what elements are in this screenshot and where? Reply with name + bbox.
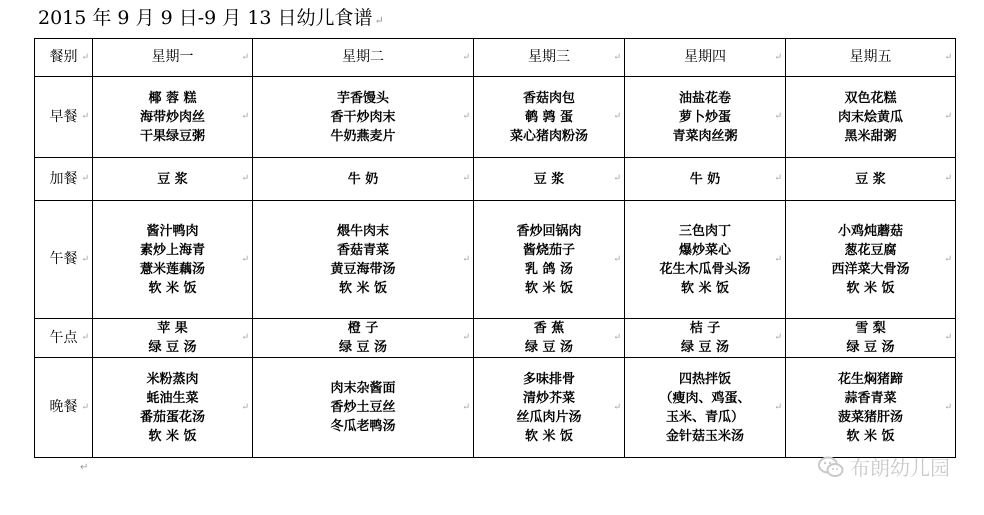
dish-item: 软 米 饭 [338,280,388,296]
meal-row [35,158,956,201]
menu-cell: 椰 蓉 糕 海带炒肉丝 干果绿豆粥 ↵ [93,77,253,158]
dish-item: 雪 梨 [855,321,886,336]
menu-cell: 芋香馒头 香干炒肉末 牛奶燕麦片 ↵ [253,77,474,158]
menu-cell: 牛 奶 ↵ [625,158,786,201]
dish-item: 橙 子 [347,321,379,336]
dish-item: 黑米甜粥 [844,128,897,144]
dish-item: 玉米、青瓜） [665,409,744,425]
dish-item: 四热拌饭 [678,371,731,387]
menu-cell: 小鸡炖蘑菇 葱花豆腐 西洋菜大骨汤 软 米 饭 ↵ [786,201,956,319]
dish-item: 小鸡炖蘑菇 [837,223,903,239]
dish-item: 萝卜炒蛋 [678,109,731,125]
dish-item: 酱汁鸭肉 [146,223,199,239]
dish-item: 多味排骨 [522,371,575,387]
menu-cell: 豆 浆 ↵ [786,158,956,201]
menu-cell: 酱汁鸭肉 素炒上海青 薏米莲藕汤 软 米 饭 ↵ [93,201,253,319]
header-day: 星期一 ↵ [93,39,253,77]
menu-cell: 煨牛肉末 香菇青菜 黄豆海带汤 软 米 饭 ↵ [253,201,474,319]
meal-label: 加餐 ↵ [35,158,93,201]
menu-cell: 豆 浆 ↵ [474,158,625,201]
dish-item: 肉末杂酱面 [330,381,396,396]
dish-item: 清炒芥菜 [522,390,575,406]
meal-label: 早餐 ↵ [35,77,93,158]
dish-item: 黄豆海带汤 [330,261,396,277]
dish-item: 软 米 饭 [524,428,574,444]
meal-row [35,77,956,158]
header-meal: 餐别 ↵ [35,39,93,77]
menu-cell: 香 蕉 绿 豆 汤 ↵ [474,319,625,358]
meal-row [35,201,956,319]
menu-cell: 香菇肉包 鹌 鹑 蛋 菜心猪肉粉汤 ↵ [474,77,625,158]
menu-cell: 多味排骨 清炒芥菜 丝瓜肉片汤 软 米 饭 ↵ [474,358,625,458]
menu-cell: 豆 浆 ↵ [93,158,253,201]
dish-item: 冬瓜老鸭汤 [330,419,396,434]
watermark [818,452,950,481]
dish-item: 菜心猪肉粉汤 [509,128,588,144]
paragraph-mark: ↵ [80,462,89,473]
header-day: 星期二 ↵ [253,39,474,77]
dish-item: （瘦肉、鸡蛋、 [659,390,751,406]
header-day: 星期四 ↵ [625,39,786,77]
meal-row [35,319,956,358]
dish-item: 软 米 饭 [680,280,730,296]
dish-item: 豆 浆 [855,171,886,187]
dish-item: 干果绿豆粥 [139,128,205,144]
menu-cell: 四热拌饭 （瘦肉、鸡蛋、 玉米、青瓜） 金针菇玉米汤 ↵ [625,358,786,458]
menu-table [34,38,956,458]
menu-cell: 油盐花卷 萝卜炒蛋 青菜肉丝粥 ↵ [625,77,786,158]
dish-item: 酱烧茄子 [522,242,575,258]
dish-item: 香炒回锅肉 [516,223,582,239]
dish-item: 金针菇玉米汤 [665,428,744,444]
dish-item: 软 米 饭 [846,428,895,444]
dish-item: 牛奶燕麦片 [330,128,396,144]
dish-item: 花生焖猪蹄 [837,371,903,387]
dish-item: 爆炒菜心 [678,242,731,258]
dish-item: 蒜香青菜 [844,390,897,406]
menu-cell: 雪 梨 绿 豆 汤 ↵ [786,319,956,358]
dish-item: 绿 豆 汤 [338,340,388,355]
dish-item: 香菇青菜 [336,242,389,258]
menu-cell: 桔 子 绿 豆 汤 ↵ [625,319,786,358]
dish-item: 海带炒肉丝 [139,109,205,125]
dish-item: 豆 浆 [533,171,565,187]
dish-item: 软 米 饭 [148,280,197,296]
menu-cell: 肉末杂酱面 香炒土豆丝 冬瓜老鸭汤 ↵ [253,358,474,458]
dish-item: 番茄蛋花汤 [139,409,205,425]
dish-item: 肉末烩黄瓜 [837,109,903,125]
menu-body [35,77,956,458]
dish-item: 双色花糕 [844,90,897,106]
dish-item: 煨牛肉末 [336,223,389,239]
dish-item: 椰 蓉 糕 [148,90,197,106]
dish-item: 绿 豆 汤 [524,340,574,355]
dish-item: 薏米莲藕汤 [139,261,205,277]
dish-item: 豆 浆 [157,171,188,187]
dish-item: 西洋菜大骨汤 [831,261,910,277]
dish-item: 苹 果 [157,321,188,336]
dish-item: 软 米 饭 [846,280,895,296]
dish-item: 香干炒肉末 [330,109,396,125]
title-text: 2015 年 9 月 9 日-9 月 13 日幼儿食谱 [38,7,373,29]
dish-item: 软 米 饭 [148,428,197,444]
dish-item: 米粉蒸肉 [146,371,199,387]
menu-cell: 三色肉丁 爆炒菜心 花生木瓜骨头汤 软 米 饭 ↵ [625,201,786,319]
dish-item: 三色肉丁 [678,223,731,239]
menu-cell: 牛 奶 ↵ [253,158,474,201]
meal-label: 晚餐 ↵ [35,358,93,458]
dish-item: 绿 豆 汤 [680,340,730,355]
header-day: 星期三 ↵ [474,39,625,77]
dish-item: 绿 豆 汤 [148,340,197,355]
dish-item: 葱花豆腐 [844,242,897,258]
dish-item: 蚝油生菜 [146,390,199,406]
page-title [38,6,384,33]
dish-item: 软 米 饭 [524,280,574,296]
dish-item: 香炒土豆丝 [330,400,396,415]
menu-cell: 苹 果 绿 豆 汤 ↵ [93,319,253,358]
dish-item: 牛 奶 [689,171,721,187]
menu-cell: 橙 子 绿 豆 汤 ↵ [253,319,474,358]
dish-item: 芋香馒头 [336,90,389,106]
menu-cell: 花生焖猪蹄 蒜香青菜 菠菜猪肝汤 软 米 饭 ↵ [786,358,956,458]
dish-item: 香 蕉 [533,321,565,336]
dish-item: 丝瓜肉片汤 [516,409,582,425]
header-day: 星期五 ↵ [786,39,956,77]
header-row [35,39,956,77]
dish-item: 绿 豆 汤 [846,340,895,355]
dish-item: 青菜肉丝粥 [672,128,738,144]
wechat-icon [818,456,844,478]
menu-cell: 米粉蒸肉 蚝油生菜 番茄蛋花汤 软 米 饭 ↵ [93,358,253,458]
meal-label: 午餐 ↵ [35,201,93,319]
dish-item: 油盐花卷 [678,90,731,106]
dish-item: 牛 奶 [347,171,379,187]
dish-item: 菠菜猪肝汤 [837,409,903,425]
paragraph-mark: ↵ [374,14,384,27]
meal-label: 午点 ↵ [35,319,93,358]
dish-item: 乳 鸽 汤 [524,261,574,277]
dish-item: 花生木瓜骨头汤 [659,261,751,277]
dish-item: 鹌 鹑 蛋 [524,109,574,125]
dish-item: 素炒上海青 [139,242,205,258]
meal-row [35,358,956,458]
dish-item: 桔 子 [689,321,721,336]
dish-item: 香菇肉包 [522,90,575,106]
watermark-text: 布朗幼儿园 [850,456,950,480]
menu-cell: 香炒回锅肉 酱烧茄子 乳 鸽 汤 软 米 饭 ↵ [474,201,625,319]
menu-cell: 双色花糕 肉末烩黄瓜 黑米甜粥 ↵ [786,77,956,158]
